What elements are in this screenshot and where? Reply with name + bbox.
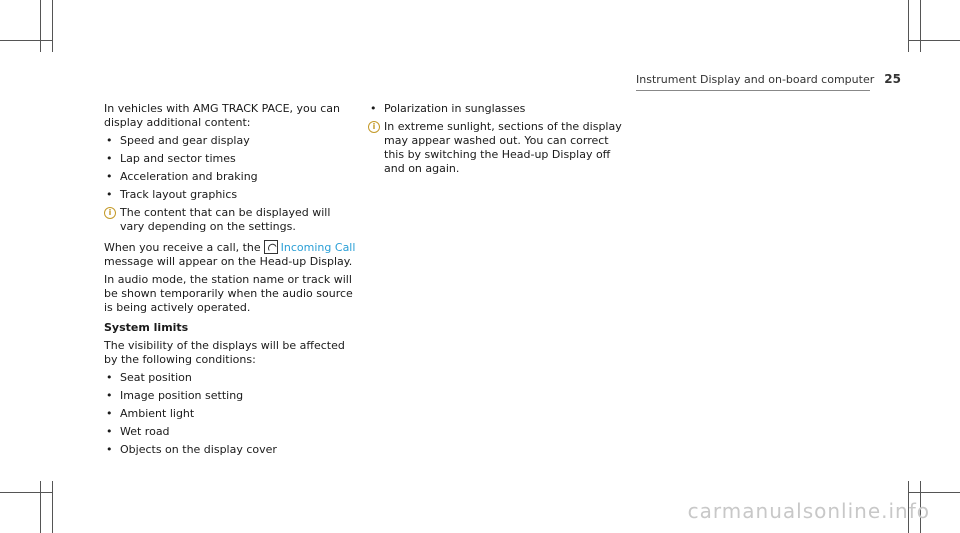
incoming-call-label: Incoming Call (280, 241, 356, 254)
phone-icon (264, 240, 278, 254)
list-item: • Polarization in sunglasses (368, 102, 624, 116)
note-text: In extreme sunlight, sections of the display may appear washed out. You can correct this by switching the Head-up Display off and on again. (384, 120, 622, 175)
page-header (636, 72, 901, 86)
page-number: 25 (884, 72, 901, 86)
note-text: The content that can be displayed will vary depending on the settings. (120, 206, 331, 233)
intro-paragraph: In vehicles with AMG TRACK PACE, you can display additional content: (104, 102, 340, 129)
crop-mark (908, 492, 960, 493)
crop-mark (920, 0, 921, 52)
crop-mark (40, 0, 41, 52)
crop-mark (0, 40, 52, 41)
list-item: • Lap and sector times (104, 152, 356, 166)
list-item: • Seat position (104, 371, 356, 385)
list-item: • Track layout graphics (104, 188, 356, 202)
header-rule (636, 90, 870, 91)
note-sunlight (368, 120, 624, 176)
list-item: • Wet road (104, 425, 356, 439)
list-item: • Speed and gear display (104, 134, 356, 148)
header-title: Instrument Display and on-board computer (636, 73, 875, 86)
content-list (104, 134, 356, 202)
right-column (368, 102, 624, 182)
call-text-post: message will appear on the Head-up Display. (104, 255, 353, 268)
crop-mark (52, 481, 53, 533)
watermark: carmanualsonline.info (687, 499, 930, 523)
left-column (104, 102, 356, 461)
crop-mark (0, 492, 52, 493)
crop-mark (52, 0, 53, 52)
call-text-pre: When you receive a call, the (104, 241, 261, 254)
call-paragraph (104, 240, 356, 269)
crop-mark (908, 0, 909, 52)
sunglasses-list (368, 102, 624, 116)
list-item: • Acceleration and braking (104, 170, 356, 184)
section-heading: System limits (104, 321, 189, 334)
crop-mark (40, 481, 41, 533)
info-icon: i (104, 207, 116, 219)
audio-paragraph: In audio mode, the station name or track will be shown temporarily when the audio source is being actively operated. (104, 273, 353, 314)
list-item: • Objects on the display cover (104, 443, 356, 457)
crop-mark (908, 40, 960, 41)
list-item: • Ambient light (104, 407, 356, 421)
limits-intro: The visibility of the displays will be affected by the following conditions: (104, 339, 345, 366)
note-content-vary (104, 206, 356, 234)
list-item: • Image position setting (104, 389, 356, 403)
limits-list (104, 371, 356, 457)
info-icon: i (368, 121, 380, 133)
